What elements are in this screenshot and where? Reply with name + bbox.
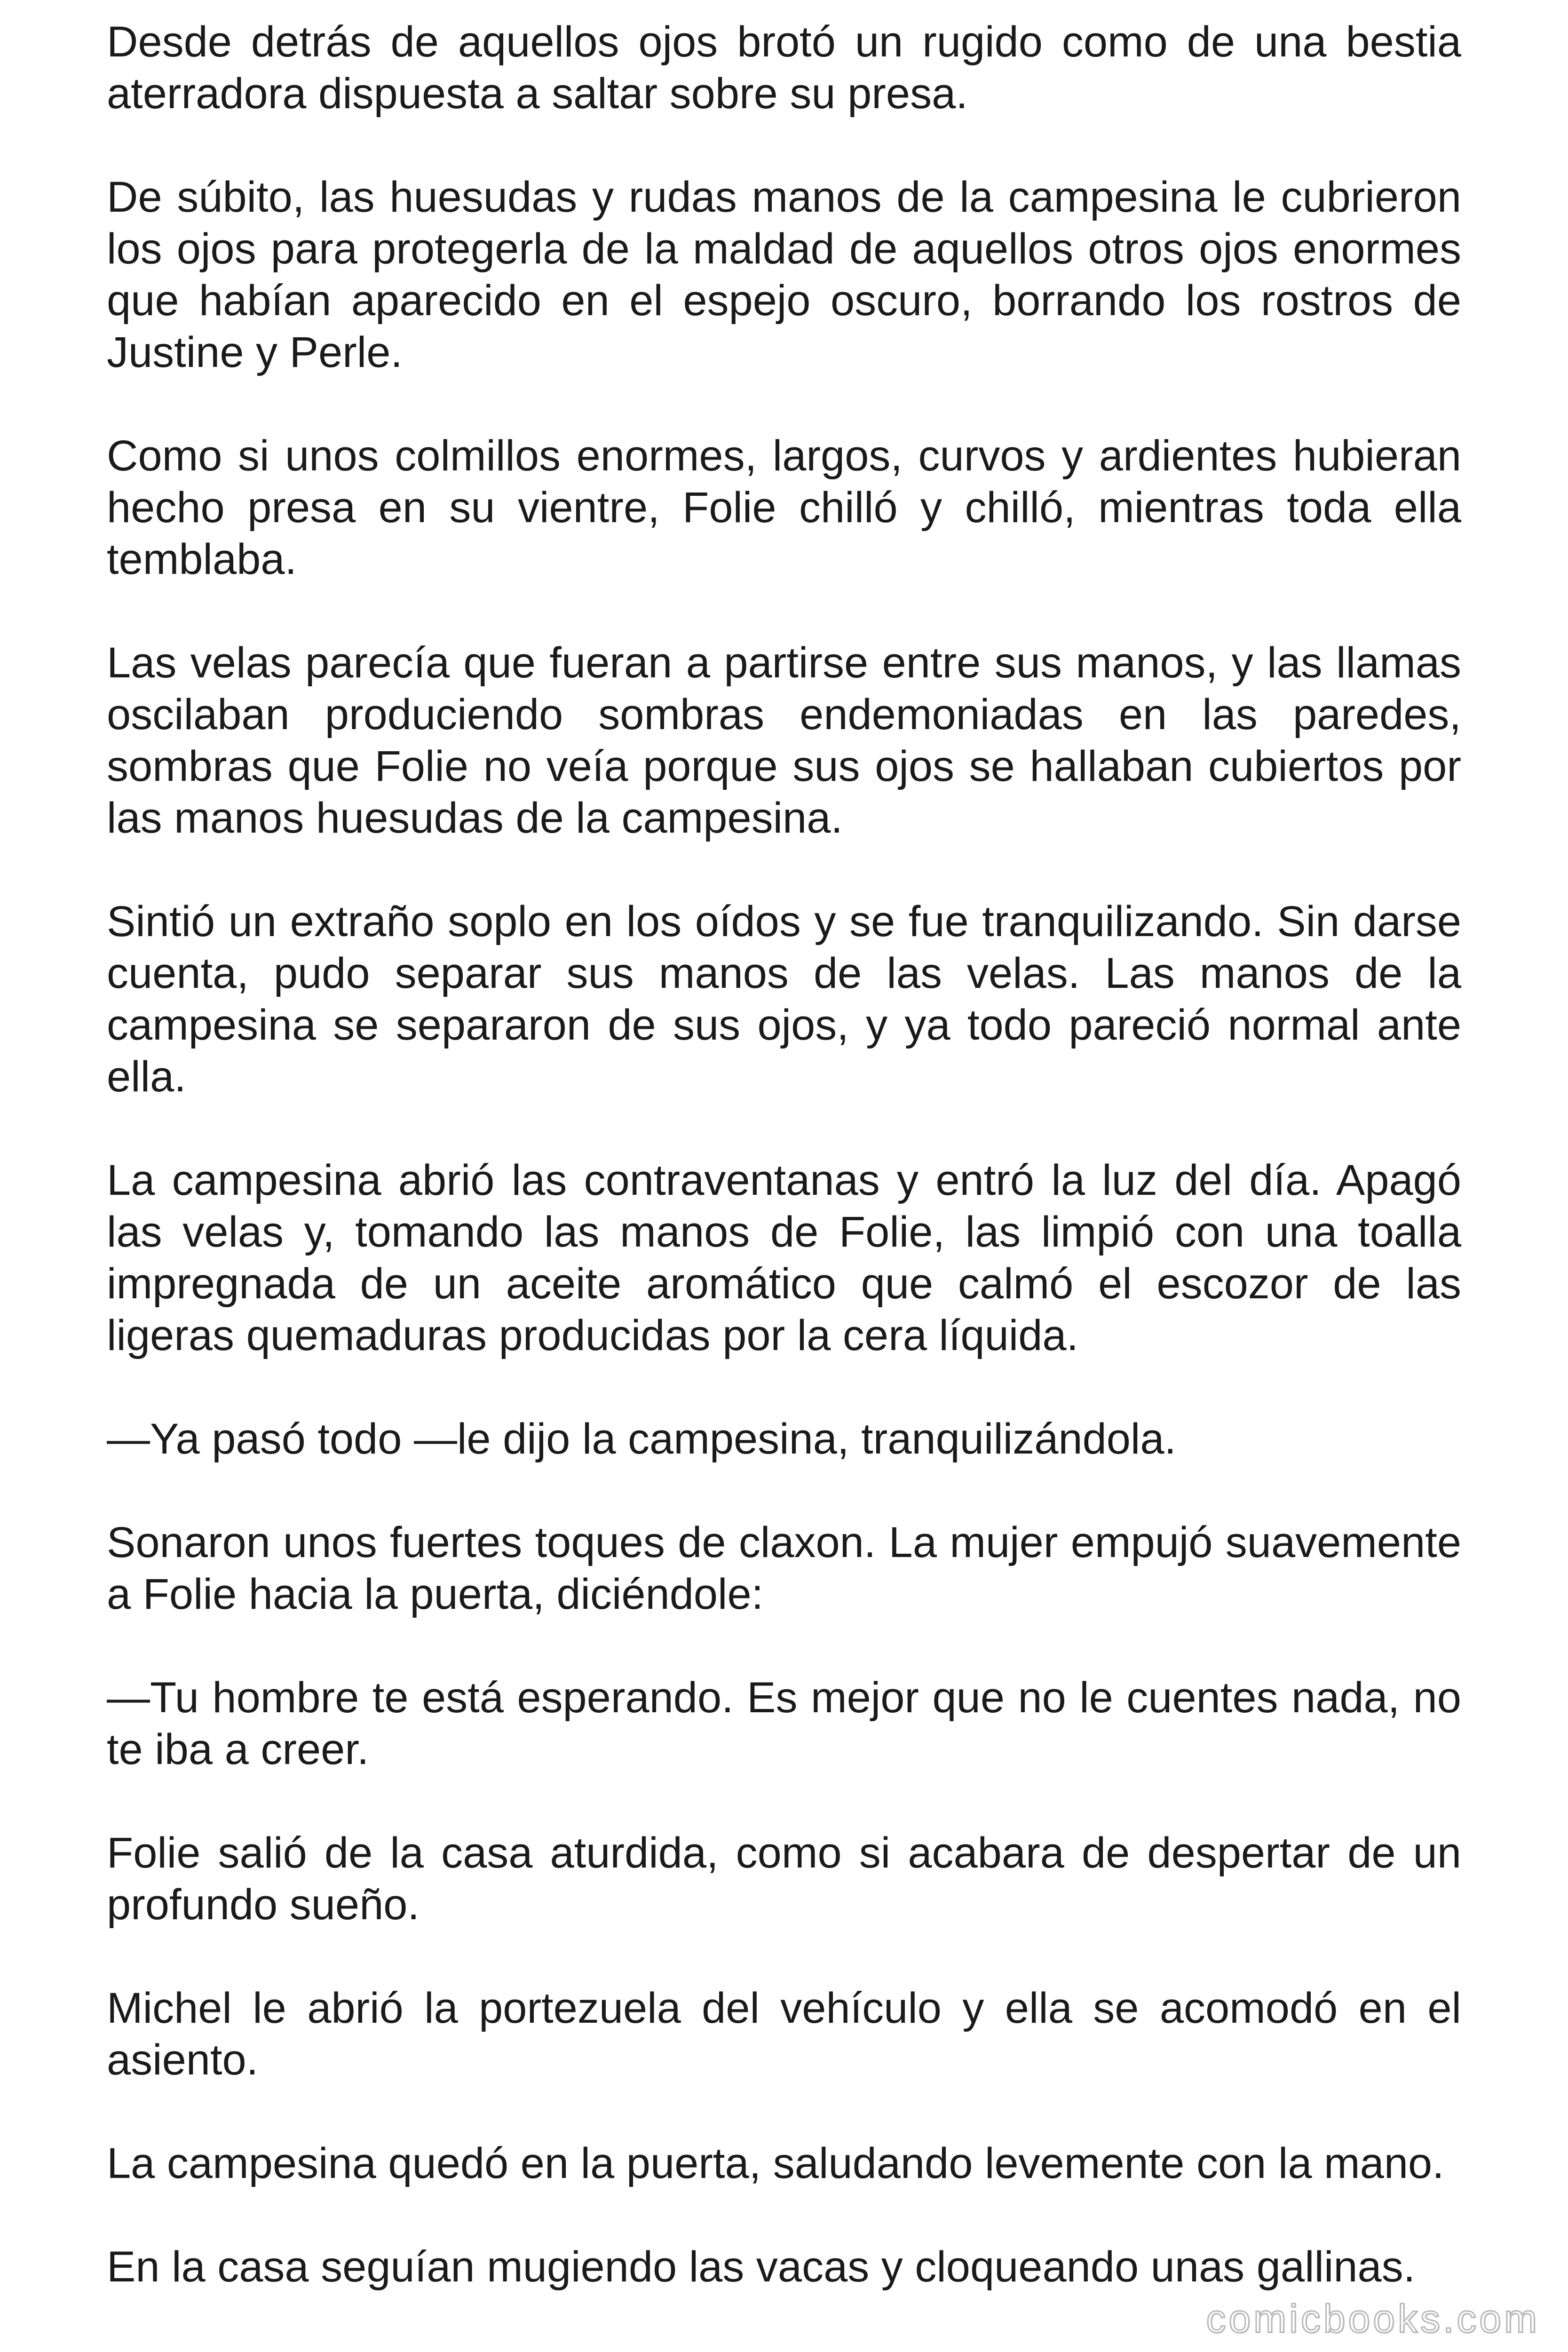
paragraph-8: Sonaron unos fuertes toques de claxon. La mujer empujó suavemente a Folie hacia la puerta, diciéndole:	[107, 1518, 1461, 1618]
paragraph-1: Desde detrás de aquellos ojos brotó un rugido como de una bestia aterradora dispuesta a saltar sobre su presa.	[107, 18, 1461, 118]
paragraph-13: En la casa seguían mugiendo las vacas y cloqueando unas gallinas.	[107, 2243, 1416, 2291]
paragraph-12: La campesina quedó en la puerta, saludando levemente con la mano.	[107, 2139, 1444, 2187]
watermark-logo: comicbooks.com	[1206, 2296, 1540, 2341]
paragraph-9: —Tu hombre te está esperando. Es mejor que no le cuentes nada, no te iba a creer.	[107, 1674, 1461, 1773]
paragraph-11: Michel le abrió la portezuela del vehículo y ella se acomodó en el asiento.	[107, 1984, 1461, 2084]
paragraph-5: Sintió un extraño soplo en los oídos y se fue tranquilizando. Sin darse cuenta, pudo separar sus manos de las velas. Las manos de la campesina se separaron de sus ojos, y ya todo pareció normal ante ella.	[107, 898, 1461, 1101]
text-body	[107, 16, 1461, 2344]
paragraph-10: Folie salió de la casa aturdida, como si acabara de despertar de un profundo sueño.	[107, 1829, 1461, 1929]
paragraph-3: Como si unos colmillos enormes, largos, curvos y ardientes hubieran hecho presa en su vientre, Folie chilló y chilló, mientras toda ella temblaba.	[107, 432, 1461, 583]
paragraph-2: De súbito, las huesudas y rudas manos de la campesina le cubrieron los ojos para protegerla de la maldad de aquellos otros ojos enormes que habían aparecido en el espejo oscuro, borrando los rostros de Justine y Perle.	[107, 173, 1461, 376]
paragraph-6: La campesina abrió las contraventanas y entró la luz del día. Apagó las velas y, tomando las manos de Folie, las limpió con una toalla impregnada de un aceite aromático que calmó el escozor de las ligeras quemaduras producidas por la cera líquida.	[107, 1156, 1461, 1359]
paragraph-4: Las velas parecía que fueran a partirse entre sus manos, y las llamas oscilaban produciendo sombras endemoniadas en las paredes, sombras que Folie no veía porque sus ojos se hallaban cubiertos por las manos huesudas de la campesina.	[107, 639, 1461, 842]
paragraph-7: —Ya pasó todo —le dijo la campesina, tranquilizándola.	[107, 1415, 1177, 1463]
